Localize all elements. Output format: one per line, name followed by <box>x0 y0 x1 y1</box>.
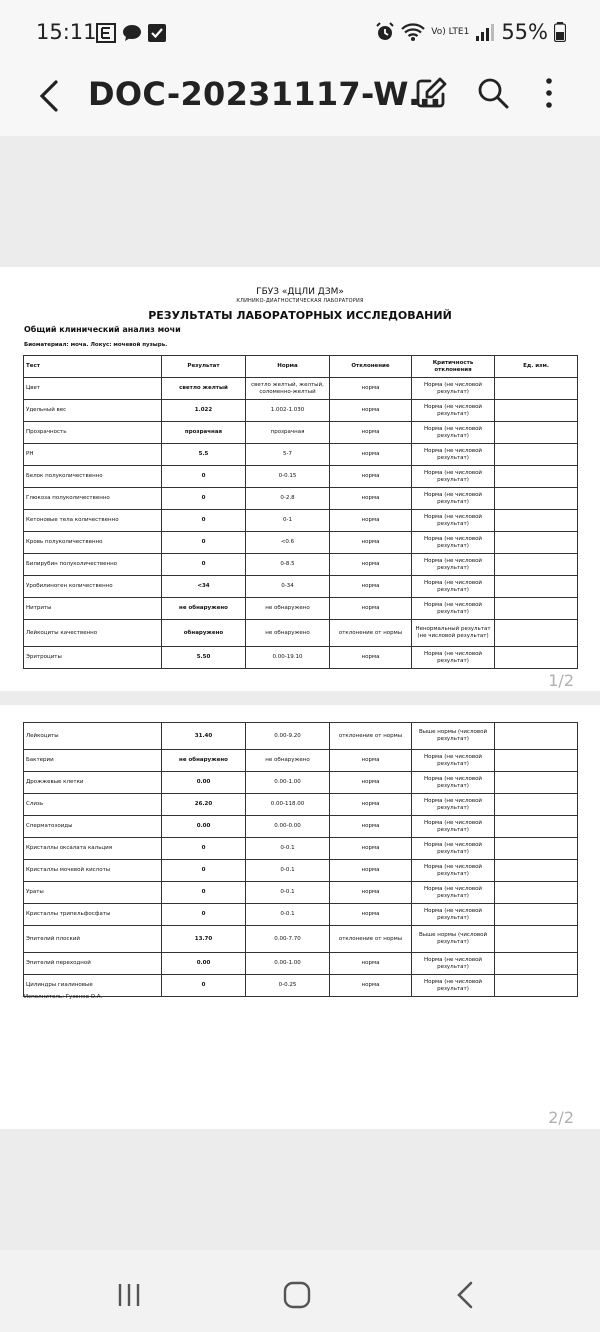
table-row <box>24 975 578 997</box>
cell-result: 1.022 <box>162 400 246 422</box>
cell-test: Бактерии <box>24 750 162 772</box>
cell-test: Кристаллы оксалата кальция <box>24 838 162 860</box>
cell-unit <box>495 816 578 838</box>
cell-unit <box>495 598 578 620</box>
cell-criticality: Норма (не числовой результат) <box>412 975 495 997</box>
cell-result: 0 <box>162 882 246 904</box>
cell-deviation: норма <box>330 378 412 400</box>
cell-deviation: норма <box>330 444 412 466</box>
cell-norm: 0.00-0.00 <box>246 816 330 838</box>
cell-unit <box>495 904 578 926</box>
cell-test: Слизь <box>24 794 162 816</box>
table-row <box>24 838 578 860</box>
cell-norm: 0-0.1 <box>246 904 330 926</box>
cell-result: 0 <box>162 904 246 926</box>
cell-result: обнаружено <box>162 620 246 647</box>
cell-unit <box>495 422 578 444</box>
cell-norm: не обнаружено <box>246 620 330 647</box>
cell-norm: 0-0.25 <box>246 975 330 997</box>
results-table-page-1 <box>23 355 578 669</box>
cell-test: Нитриты <box>24 598 162 620</box>
cell-criticality: Норма (не числовой результат) <box>412 576 495 598</box>
cell-norm: 0.00-1.00 <box>246 772 330 794</box>
cell-test: Белок полуколичественно <box>24 466 162 488</box>
table-row <box>24 576 578 598</box>
laboratory-name: КЛИНИКО-ДИАГНОСТИЧЕСКАЯ ЛАБОРАТОРИЯ <box>236 298 364 304</box>
notification-icons <box>96 23 166 43</box>
cell-norm: 0-0.1 <box>246 838 330 860</box>
cell-unit <box>495 750 578 772</box>
chat-bubble-icon <box>122 23 142 43</box>
cell-unit <box>495 772 578 794</box>
cell-result: 0.00 <box>162 816 246 838</box>
biomaterial-info: Биоматериал: моча. Локус: мочевой пузырь. <box>24 342 168 348</box>
cell-result: 0 <box>162 975 246 997</box>
cell-unit <box>495 378 578 400</box>
table-row <box>24 554 578 576</box>
cell-unit <box>495 510 578 532</box>
cell-result: 0.00 <box>162 772 246 794</box>
cell-deviation: норма <box>330 904 412 926</box>
cell-result: 0 <box>162 554 246 576</box>
cell-criticality: Норма (не числовой результат) <box>412 488 495 510</box>
cell-norm: 5-7 <box>246 444 330 466</box>
cell-criticality: Норма (не числовой результат) <box>412 838 495 860</box>
cell-deviation: норма <box>330 510 412 532</box>
table-row <box>24 816 578 838</box>
cell-unit <box>495 953 578 975</box>
table-row <box>24 444 578 466</box>
cell-criticality: Норма (не числовой результат) <box>412 378 495 400</box>
cell-norm: 1.002-1.030 <box>246 400 330 422</box>
cell-test: Цилиндры гиалиновые <box>24 975 162 997</box>
cell-criticality: Выше нормы (числовой результат) <box>412 723 495 750</box>
cell-criticality: Норма (не числовой результат) <box>412 532 495 554</box>
battery-icon <box>554 22 566 42</box>
cell-test: Кристаллы трипельфосфаты <box>24 904 162 926</box>
column-header: Критичность отклонения <box>412 356 495 378</box>
table-row <box>24 926 578 953</box>
cell-test: Кетоновые тела количественно <box>24 510 162 532</box>
cell-result: не обнаружено <box>162 750 246 772</box>
cell-criticality: Норма (не числовой результат) <box>412 794 495 816</box>
cell-criticality: Норма (не числовой результат) <box>412 598 495 620</box>
column-header: Норма <box>246 356 330 378</box>
cell-norm: 0-8.5 <box>246 554 330 576</box>
cell-test: Сперматозоиды <box>24 816 162 838</box>
cell-unit <box>495 975 578 997</box>
cell-norm: прозрачная <box>246 422 330 444</box>
cell-unit <box>495 444 578 466</box>
cell-result: светло желтый <box>162 378 246 400</box>
column-header: Результат <box>162 356 246 378</box>
cell-result: 5.5 <box>162 444 246 466</box>
cell-criticality: Норма (не числовой результат) <box>412 510 495 532</box>
cell-unit <box>495 554 578 576</box>
cell-norm: 0-0.1 <box>246 882 330 904</box>
cell-deviation: норма <box>330 816 412 838</box>
cell-result: 31.40 <box>162 723 246 750</box>
cell-result: 0 <box>162 532 246 554</box>
cell-deviation: норма <box>330 400 412 422</box>
cell-unit <box>495 882 578 904</box>
pdf-page-1 <box>0 267 600 691</box>
status-bar <box>0 0 600 62</box>
document-title: DOC-20231117-W… <box>88 75 442 113</box>
cell-deviation: норма <box>330 860 412 882</box>
cell-norm: 0.00-1.00 <box>246 953 330 975</box>
status-time: 15:11 <box>36 20 97 44</box>
app-bar <box>0 62 600 136</box>
cell-criticality: Норма (не числовой результат) <box>412 750 495 772</box>
table-row <box>24 882 578 904</box>
back-arrow-icon[interactable] <box>36 76 64 116</box>
cell-norm: светло желтый, желтый, соломенно-желтый <box>246 378 330 400</box>
wifi-icon <box>401 22 425 42</box>
cell-result: 0 <box>162 838 246 860</box>
cell-result: 13.70 <box>162 926 246 953</box>
table-row <box>24 400 578 422</box>
e-notification-icon <box>96 23 116 43</box>
cell-test: Уробилиноген количественно <box>24 576 162 598</box>
cell-criticality: Норма (не числовой результат) <box>412 400 495 422</box>
cell-norm: 0-34 <box>246 576 330 598</box>
cell-deviation: норма <box>330 554 412 576</box>
cell-deviation: норма <box>330 750 412 772</box>
cell-deviation: норма <box>330 532 412 554</box>
cell-deviation: норма <box>330 466 412 488</box>
table-row <box>24 378 578 400</box>
table-row <box>24 647 578 669</box>
cell-unit <box>495 620 578 647</box>
column-header: Ед. изм. <box>495 356 578 378</box>
cell-norm: 0.00-7.70 <box>246 926 330 953</box>
cell-unit <box>495 838 578 860</box>
page-number-2: 2/2 <box>548 1108 574 1127</box>
cell-deviation: норма <box>330 488 412 510</box>
cell-test: Удельный вес <box>24 400 162 422</box>
table-row <box>24 904 578 926</box>
cell-result: 5.50 <box>162 647 246 669</box>
cell-deviation: норма <box>330 576 412 598</box>
table-row <box>24 723 578 750</box>
network-type: Vo) LTE1 <box>431 26 470 37</box>
cell-norm: <0.6 <box>246 532 330 554</box>
cell-deviation: отклонение от нормы <box>330 926 412 953</box>
table-row <box>24 750 578 772</box>
cell-test: Кровь полуколичественно <box>24 532 162 554</box>
home-icon[interactable] <box>282 1280 312 1310</box>
table-row <box>24 772 578 794</box>
search-icon[interactable] <box>476 76 510 110</box>
cell-criticality: Норма (не числовой результат) <box>412 647 495 669</box>
cell-test: Прозрачность <box>24 422 162 444</box>
analysis-title: Общий клинический анализ мочи <box>24 325 181 334</box>
table-row <box>24 488 578 510</box>
cell-test: Эпителий переходной <box>24 953 162 975</box>
cell-criticality: Норма (не числовой результат) <box>412 422 495 444</box>
cell-result: прозрачная <box>162 422 246 444</box>
executor-signature: Исполнитель: Гузенко О.А. <box>24 994 103 1000</box>
table-row <box>24 953 578 975</box>
cell-criticality: Норма (не числовой результат) <box>412 953 495 975</box>
cell-unit <box>495 926 578 953</box>
cell-norm: 0-1 <box>246 510 330 532</box>
cell-result: 0 <box>162 860 246 882</box>
check-box-icon <box>148 24 166 42</box>
cell-test: PH <box>24 444 162 466</box>
cell-result: 0 <box>162 488 246 510</box>
cell-norm: 0-0.15 <box>246 466 330 488</box>
cell-test: Эритроциты <box>24 647 162 669</box>
cell-test: Цвет <box>24 378 162 400</box>
report-title: РЕЗУЛЬТАТЫ ЛАБОРАТОРНЫХ ИССЛЕДОВАНИЙ <box>148 309 452 322</box>
cell-deviation: норма <box>330 772 412 794</box>
signal-icon <box>475 22 495 42</box>
cell-criticality: Норма (не числовой результат) <box>412 772 495 794</box>
cell-criticality: Норма (не числовой результат) <box>412 904 495 926</box>
cell-test: Глюкоза полуколичественно <box>24 488 162 510</box>
cell-result: 26.20 <box>162 794 246 816</box>
alarm-icon <box>375 22 395 42</box>
cell-criticality: Норма (не числовой результат) <box>412 860 495 882</box>
cell-deviation: норма <box>330 598 412 620</box>
cell-deviation: норма <box>330 975 412 997</box>
cell-norm: 0-2.8 <box>246 488 330 510</box>
cell-deviation: норма <box>330 953 412 975</box>
cell-unit <box>495 576 578 598</box>
cell-norm: не обнаружено <box>246 598 330 620</box>
cell-unit <box>495 466 578 488</box>
cell-criticality: Норма (не числовой результат) <box>412 816 495 838</box>
cell-criticality: Ненормальный результат (не числовой результат) <box>412 620 495 647</box>
cell-unit <box>495 488 578 510</box>
cell-deviation: отклонение от нормы <box>330 620 412 647</box>
cell-norm: 0.00-9.20 <box>246 723 330 750</box>
table-row <box>24 598 578 620</box>
edit-icon[interactable] <box>414 76 448 110</box>
table-row <box>24 532 578 554</box>
table-row <box>24 422 578 444</box>
cell-unit <box>495 794 578 816</box>
more-options-icon[interactable] <box>532 76 566 110</box>
cell-unit <box>495 647 578 669</box>
table-row <box>24 794 578 816</box>
cell-result: 0 <box>162 510 246 532</box>
table-row <box>24 620 578 647</box>
column-header: Отклонение <box>330 356 412 378</box>
cell-criticality: Норма (не числовой результат) <box>412 554 495 576</box>
cell-test: Дрожжевые клетки <box>24 772 162 794</box>
column-header: Тест <box>24 356 162 378</box>
system-navigation-bar <box>0 1250 600 1332</box>
results-table-page-2 <box>23 722 578 997</box>
cell-norm: 0.00-118.00 <box>246 794 330 816</box>
cell-deviation: норма <box>330 422 412 444</box>
recent-apps-icon[interactable] <box>114 1280 144 1310</box>
cell-criticality: Норма (не числовой результат) <box>412 444 495 466</box>
table-row <box>24 510 578 532</box>
cell-unit <box>495 532 578 554</box>
table-row <box>24 466 578 488</box>
cell-deviation: норма <box>330 647 412 669</box>
cell-result: не обнаружено <box>162 598 246 620</box>
cell-unit <box>495 723 578 750</box>
cell-deviation: норма <box>330 838 412 860</box>
status-right-icons <box>375 20 566 44</box>
cell-norm: не обнаружено <box>246 750 330 772</box>
table-header <box>24 356 578 378</box>
cell-test: Лейкоциты качественно <box>24 620 162 647</box>
cell-criticality: Норма (не числовой результат) <box>412 466 495 488</box>
nav-back-icon[interactable] <box>452 1280 482 1310</box>
cell-norm: 0-0.1 <box>246 860 330 882</box>
cell-deviation: норма <box>330 794 412 816</box>
cell-result: <34 <box>162 576 246 598</box>
cell-test: Ураты <box>24 882 162 904</box>
cell-deviation: норма <box>330 882 412 904</box>
cell-result: 0.00 <box>162 953 246 975</box>
cell-test: Лейкоциты <box>24 723 162 750</box>
cell-test: Кристаллы мочевой кислоты <box>24 860 162 882</box>
cell-criticality: Норма (не числовой результат) <box>412 882 495 904</box>
page-number-1: 1/2 <box>548 671 574 690</box>
cell-deviation: отклонение от нормы <box>330 723 412 750</box>
cell-test: Эпителий плоский <box>24 926 162 953</box>
table-row <box>24 860 578 882</box>
cell-norm: 0.00-19.10 <box>246 647 330 669</box>
pdf-page-2 <box>0 705 600 1129</box>
cell-result: 0 <box>162 466 246 488</box>
organization-name: ГБУЗ «ДЦЛИ ДЗМ» <box>256 287 344 297</box>
battery-percent: 55% <box>501 20 548 44</box>
cell-unit <box>495 400 578 422</box>
cell-criticality: Выше нормы (числовой результат) <box>412 926 495 953</box>
cell-test: Билирубин полуколичественно <box>24 554 162 576</box>
cell-unit <box>495 860 578 882</box>
